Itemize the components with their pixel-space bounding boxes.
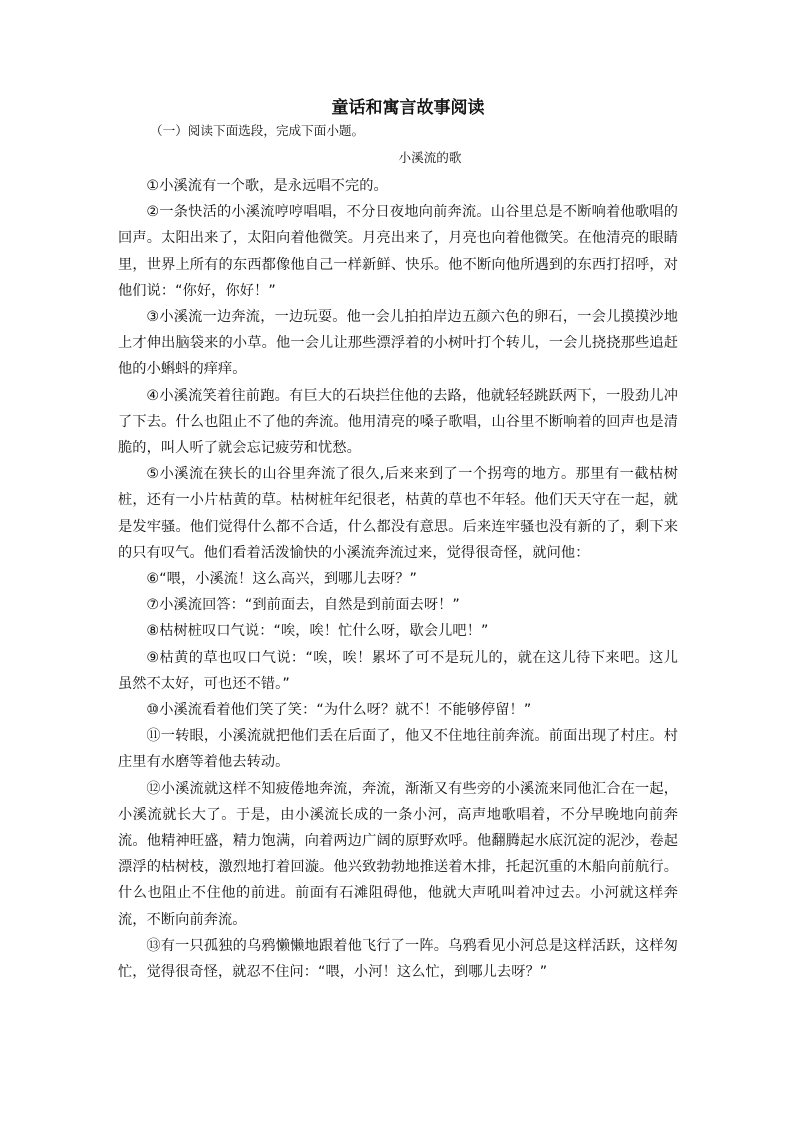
document-body [118,96,678,985]
paragraph-3: ③小溪流一边奔流，一边玩耍。他一会儿拍拍岸边五颜六色的卵石，一会儿摸摸沙地上才伸出脑袋来的小草。他一会儿让那些漂浮着的小树叶打个转儿，一会儿挠挠那些追赶他的小蝌蚪的痒痒。 [118,309,678,378]
document-title: 童话和寓言故事阅读 [331,98,485,118]
paragraph-13: ⑬有一只孤独的乌鸦懒懒地跟着他飞行了一阵。乌鸦看见小河总是这样活跃，这样匆忙，觉得很奇怪，就忍不住问：“喂，小河！这么忙，到哪儿去呀？” [118,937,678,981]
paragraph-12: ⑫小溪流就这样不知疲倦地奔流，奔流，渐渐又有些旁的小溪流来同他汇合在一起，小溪流就长大了。于是，由小溪流长成的一条小河，高声地歌唱着，不分早晚地向前奔流。他精神旺盛，精力饱满，向着两边广阔的原野欢呼。他翻腾起水底沉淀的泥沙，卷起漂浮的枯树枝，激烈地打着回漩。他兴致勃勃地推送着木排，托起沉重的木船向前航行。什么也阻止不住他的前进。前面有石滩阻碍他，他就大声吼叫着冲过去。小河就这样奔流，不断向前奔流。 [118,780,678,928]
paragraph-2: ②一条快活的小溪流哼哼唱唱，不分日夜地向前奔流。山谷里总是不断响着他歌唱的回声。太阳出来了，太阳向着他微笑。月亮出来了，月亮也向着他微笑。在他清亮的眼睛里，世界上所有的东西都像他自己一样新鲜、快乐。他不断向他所遇到的东西打招呼，对他们说：“你好，你好！” [118,204,678,299]
reading-instruction: （一）阅读下面选段，完成下面小题。 [150,123,365,138]
paragraph-5: ⑤小溪流在狭长的山谷里奔流了很久,后来来到了一个拐弯的地方。那里有一截枯树桩，还有一小片枯黄的草。枯树桩年纪很老，枯黄的草也不年轻。他们天天守在一起，就是发牢骚。他们觉得什么都不合适，什么都没有意思。后来连牢骚也没有新的了，剩下来的只有叹气。他们看着活泼愉快的小溪流奔流过来，觉得很奇怪，就问他： [118,466,678,561]
paragraph-4: ④小溪流笑着往前跑。有巨大的石块拦住他的去路，他就轻轻跳跃两下，一股劲儿冲了下去。什么也阻止不了他的奔流。他用清亮的嗓子歌唱，山谷里不断响着的回声也是清脆的，叫人听了就会忘记疲劳和忧愁。 [118,387,678,457]
paragraph-10: ⑩小溪流看着他们笑了笑：“为什么呀？就不！不能够停留！” [146,702,532,719]
paragraph-8: ⑧枯树桩叹口气说：“唉，唉！忙什么呀，歇会儿吧！” [146,623,489,640]
paragraph-7: ⑦小溪流回答：“到前面去，自然是到前面去呀！” [146,597,460,614]
paragraph-9: ⑨枯黄的草也叹口气说：“唉，唉！累坏了可不是玩儿的，就在这儿待下来吧。这儿虽然不太好，可也还不错。” [118,649,678,692]
paragraph-6: ⑥“喂，小溪流！这么高兴，到哪儿去呀？” [146,571,417,588]
paragraph-1: ①小溪流有一个歌，是永远唱不完的。 [146,178,388,194]
paragraph-11: ⑪一转眼，小溪流就把他们丢在后面了，他又不住地往前奔流。前面出现了村庄。村庄里有水磨等着他去转动。 [118,728,678,771]
passage-title: 小溪流的歌 [398,150,462,165]
